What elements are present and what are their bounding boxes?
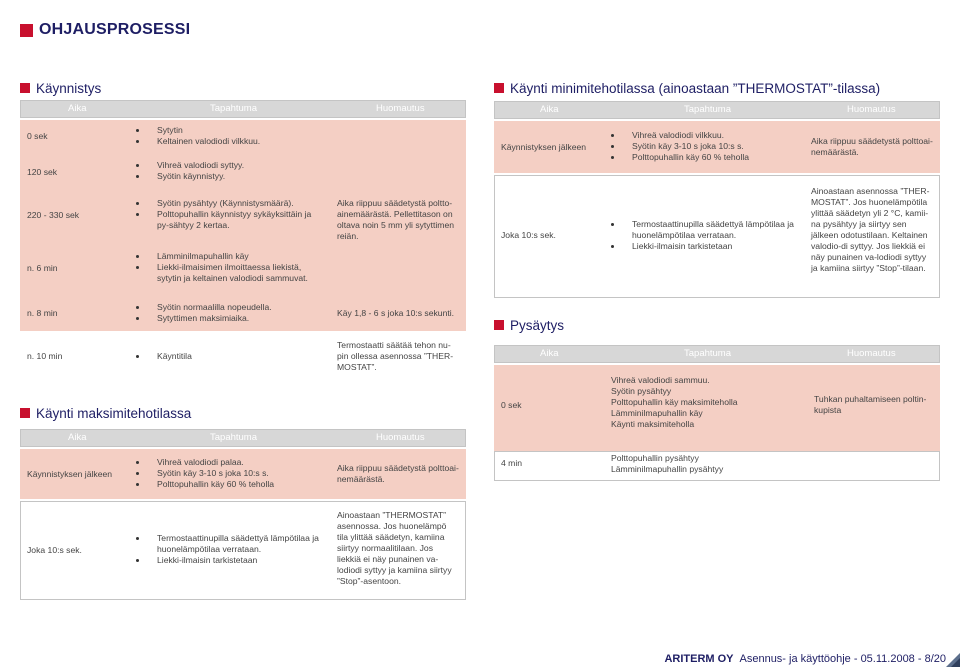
table-row-time: Käynnistyksen jälkeen (27, 469, 113, 479)
table-row-note: Ainoastaan asennossa ”THER-MOSTAT”. Jos huonelämpötila ylittää säädetyn yli 2 °C, kamii-na pysähtyy ja siirtyy sen jälkeen odotustilaan. Keltainen valodio-di syttyy. Jos liekkiä ei näy punainen va-lodiodi syttyy ja kamiina siirtyy ”Stop”-tilaan. (811, 186, 930, 273)
table-header-pysaytys: Aika Tapahtuma Huomautus (494, 345, 940, 363)
table-row-time: Joka 10:s sek. (501, 230, 556, 240)
section-marker-icon (20, 408, 30, 418)
table-row-events: Vihreä valodiodi sammuu. Syötin pysähtyy Polttopuhallin käy maksimiteholla Lämminilmapuhallin käy Käynti maksimiteholla (611, 375, 738, 429)
table-row-events: Syötin normaalilla nopeudella. Sytyttimen maksimiaika. (134, 302, 324, 324)
table-row-note: Termostaatti säätää tehon nu-pin ollessa asennossa ”THER-MOSTAT”. (337, 340, 454, 372)
section-title-maksimi: Käynti maksimitehotilassa (20, 403, 191, 423)
section-title-minimi: Käynti minimitehotilassa (ainoastaan ”THERMOSTAT”-tilassa) (494, 78, 880, 98)
table-row-time: 220 - 330 sek (27, 210, 80, 220)
table-row-events: Lämminilmapuhallin käy Liekki-ilmaisimen ilmoittaessa liekistä, sytytin ja keltainen valodiodi sammuvat. (134, 251, 326, 284)
table-row-time: Joka 10:s sek. (27, 545, 82, 555)
table-row-events: Termostaattinupilla säädettyä lämpötilaa ja huonelämpötilaa verrataan. Liekki-ilmaisin tarkistetaan (609, 219, 801, 252)
table-row-events: Termostaattinupilla säädettyä lämpötilaa ja huonelämpötilaa verrataan. Liekki-ilmaisin tarkistetaan (134, 533, 326, 566)
section-title-kaynnistys: Käynnistys (20, 78, 101, 98)
table-row-time: n. 8 min (27, 308, 58, 318)
table-row-time: 0 sek (27, 131, 48, 141)
table-row-events: Käyntitila (134, 351, 324, 362)
section-title-pysaytys: Pysäytys (494, 315, 564, 335)
page-footer: ARITERM OY Asennus- ja käyttöohje - 05.11.2008 - 8/20 (664, 653, 946, 665)
table-row-note: Tuhkan puhaltamiseen poltin-kupista (814, 394, 927, 415)
table-row-events: Syötin pysähtyy (Käynnistysmäärä). Polttopuhallin käynnistyy sykäyksittäin ja py-sähtyy 2 kertaa. (134, 198, 324, 231)
table-row-note: Aika riippuu säädetystä polttoai-nemäärästä. (811, 136, 933, 157)
title-marker-icon (20, 24, 33, 37)
table-row-time: 120 sek (27, 167, 58, 177)
page-title: OHJAUSPROSESSI (20, 19, 190, 41)
table-row-time: 0 sek (501, 400, 522, 410)
table-row-time: Käynnistyksen jälkeen (501, 142, 587, 152)
table-header-kaynnistys: Aika Tapahtuma Huomautus (20, 100, 466, 118)
table-row-events: Vihreä valodiodi palaa. Syötin käy 3-10 s joka 10:s s. Polttopuhallin käy 60 % teholla (134, 457, 324, 490)
page-corner-icon (946, 653, 960, 667)
section-marker-icon (494, 83, 504, 93)
table-row-events: Vihreä valodiodi vilkkuu. Syötin käy 3-10 s joka 10:s s. Polttopuhallin käy 60 % teholla (609, 130, 799, 163)
section-marker-icon (20, 83, 30, 93)
table-header-minimi: Aika Tapahtuma Huomautus (494, 101, 940, 119)
table-row-events: Sytytin Keltainen valodiodi vilkkuu. (134, 125, 319, 147)
table-row-note: Käy 1,8 - 6 s joka 10:s sekunti. (337, 308, 455, 318)
table-row-events: Polttopuhallin pysähtyy Lämminilmapuhallin pysähtyy (611, 453, 724, 474)
table-row-time: 4 min (501, 458, 523, 468)
table-row-note: Ainoastaan ”THERMOSTAT” asennossa. Jos huonelämpö tila ylittää säädetyn, kamiina siirtyy normaalitilaan. Jos liekkiä ei näy punainen va-lodiodi syttyy ja kamiina siirtyy ”Stop”-asentoon. (337, 510, 452, 586)
table-row-time: n. 6 min (27, 263, 58, 273)
table-row-time: n. 10 min (27, 351, 63, 361)
table-row-note: Aika riippuu säädetystä poltto-ainemäärästä. Pellettitason on oltava noin 5 mm yli sytyttimen reiän. (337, 198, 455, 241)
section-marker-icon (494, 320, 504, 330)
table-row-note: Aika riippuu säädetystä polttoai-nemäärästä. (337, 463, 459, 484)
table-row-events: Vihreä valodiodi syttyy. Syötin käynnistyy. (134, 160, 319, 182)
table-header-maksimi: Aika Tapahtuma Huomautus (20, 429, 466, 447)
